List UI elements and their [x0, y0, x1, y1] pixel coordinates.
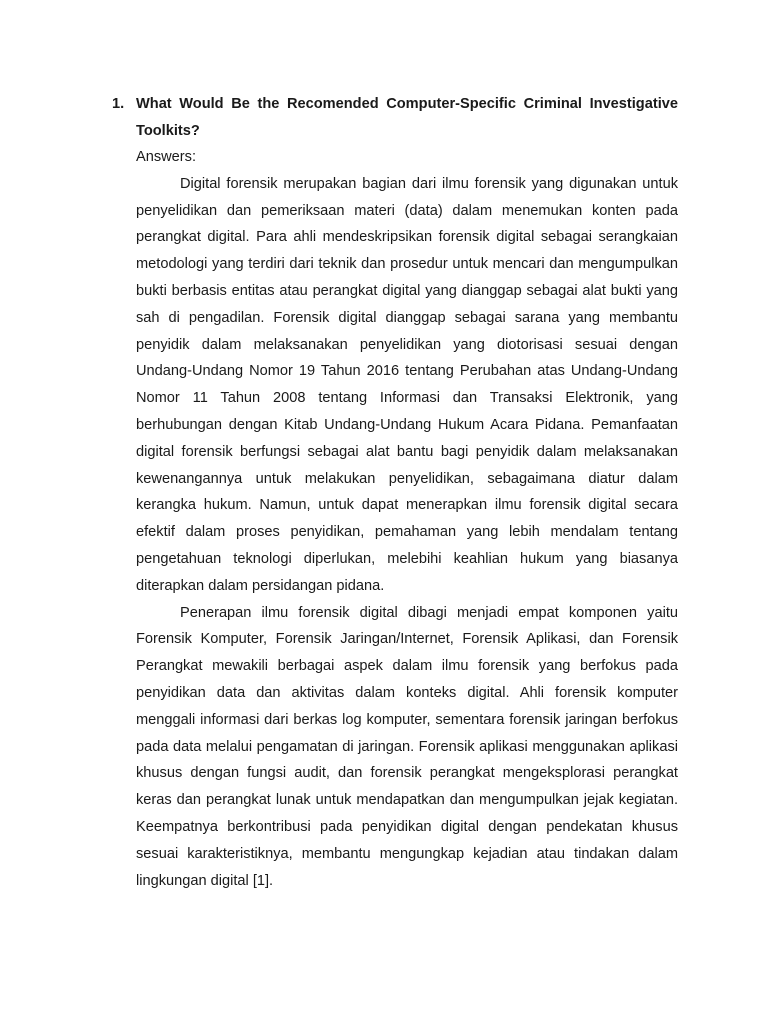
question-number: 1. [112, 96, 125, 112]
answer-body [136, 144, 678, 894]
answers-label: Answers: [136, 149, 197, 165]
question-heading [112, 91, 678, 145]
answer-paragraph-1: Digital forensik merupakan bagian dari ilmu forensik yang digunakan untuk penyelidikan dan pemeriksaan materi (data) dalam menemukan konten pada perangkat digital. Para ahli mendeskripsikan forensik digital sebagai serangkaian metodologi yang terdiri dari teknik dan prosedur untuk mencari dan mengumpulkan bukti berbasis entitas atau perangkat digital yang dianggap sebagai alat bukti yang sah di pengadilan. Forensik digital dianggap sebagai sarana yang membantu penyidik dalam melaksanakan penyelidikan yang diotorisasi sesuai dengan Undang-Undang Nomor 19 Tahun 2016 tentang Perubahan atas Undang-Undang Nomor 11 Tahun 2008 tentang Informasi dan Transaksi Elektronik, yang berhubungan dengan Kitab Undang-Undang Hukum Acara Pidana. Pemanfaatan digital forensik berfungsi sebagai alat bantu bagi penyidik dalam melaksanakan kewenangannya untuk melakukan penyelidikan, sebagaimana diatur dalam kerangka hukum. Namun, untuk dapat menerapkan ilmu forensik digital secara efektif dalam proses penyidikan, pemahaman yang lebih mendalam tentang pengetahuan teknologi diperlukan, melebihi keahlian hukum yang biasanya diterapkan dalam persidangan pidana. [136, 175, 678, 594]
question-text: What Would Be the Recomended Computer-Specific Criminal Investigative Toolkits? [136, 96, 678, 139]
answer-paragraph-2: Penerapan ilmu forensik digital dibagi menjadi empat komponen yaitu Forensik Komputer, Forensik Jaringan/Internet, Forensik Aplikasi, dan Forensik Perangkat mewakili berbagai aspek dalam ilmu forensik yang berfokus pada penyidikan data dan aktivitas dalam konteks digital. Ahli forensik komputer menggali informasi dari berkas log komputer, sementara forensik jaringan berfokus pada data melalui pengamatan di jaringan. Forensik aplikasi menggunakan aplikasi khusus dengan fungsi audit, dan forensik perangkat mengeksplorasi perangkat keras dan perangkat lunak untuk mendapatkan dan mengumpulkan jejak kegiatan. Keempatnya berkontribusi pada penyidikan digital dengan pendekatan khusus sesuai karakteristiknya, membantu mengungkap kejadian atau tindakan dalam lingkungan digital [1]. [136, 604, 678, 889]
